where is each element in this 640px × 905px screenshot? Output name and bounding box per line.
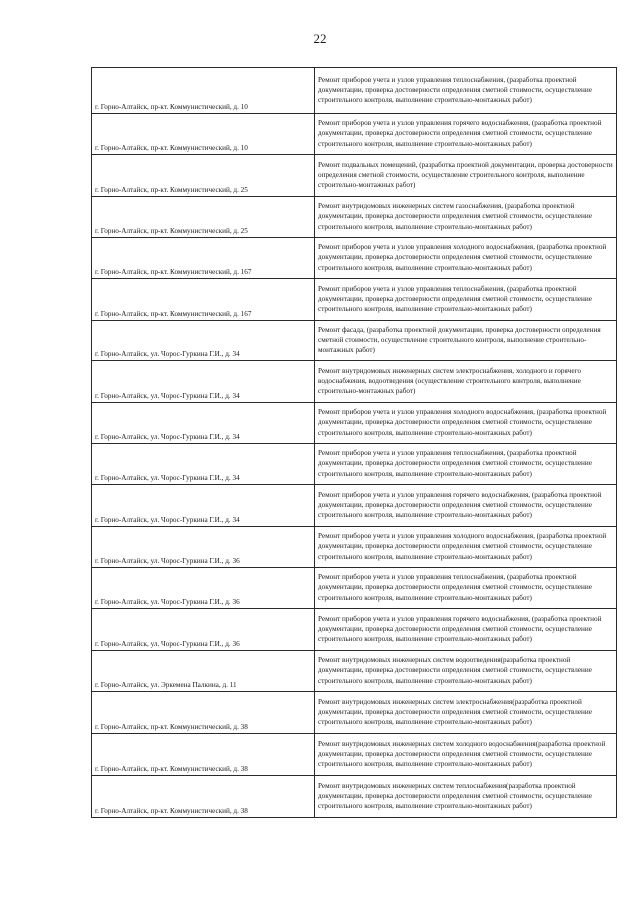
work-description-cell: Ремонт внутридомовых инженерных систем электроснабжения(разработка проектной документации, проверка достоверности определения сметной стоимости, осуществление строительного контроля, выполнение строительно-монтажных работ) <box>315 692 617 734</box>
work-description-cell: Ремонт внутридомовых инженерных систем газоснабжения, (разработка проектной документации, проверка достоверности определения сметной стоимости, осуществление строительного контроля, выполнение строительно-монтажных работ) <box>315 197 617 238</box>
table-row <box>92 444 617 485</box>
table-row <box>92 568 617 609</box>
table-row <box>92 197 617 238</box>
work-description-cell: Ремонт приборов учета и узлов управления теплоснабжения, (разработка проектной документации, проверка достоверности определения сметной стоимости, осуществление строительного контроля, выполнение строительно-монтажных работ) <box>315 68 617 114</box>
table-row <box>92 609 617 651</box>
address-cell: г. Горно-Алтайск, пр-кт. Коммунистический, д. 10 <box>92 114 315 155</box>
address-cell: г. Горно-Алтайск, пр-кт. Коммунистический, д. 10 <box>92 68 315 114</box>
table-row <box>92 68 617 114</box>
address-cell: г. Горно-Алтайск, ул. Чорос-Гуркина Г.И., д. 34 <box>92 403 315 444</box>
work-description-cell: Ремонт внутридомовых инженерных систем теплоснабжения(разработка проектной документации, проверка достоверности определения сметной стоимости, осуществление строительного контроля, выполнение строительно-монтажных работ) <box>315 776 617 818</box>
address-cell: г. Горно-Алтайск, ул. Чорос-Гуркина Г.И., д. 34 <box>92 321 315 361</box>
works-table-body <box>92 68 617 818</box>
works-table <box>91 67 617 818</box>
address-cell: г. Горно-Алтайск, ул. Чорос-Гуркина Г.И., д. 34 <box>92 361 315 403</box>
work-description-cell: Ремонт фасада, (разработка проектной документации, проверка достоверности определения сметной стоимости, осуществление строительного контроля, выполнение строительно-монтажных работ) <box>315 321 617 361</box>
address-cell: г. Горно-Алтайск, ул. Чорос-Гуркина Г.И., д. 36 <box>92 609 315 651</box>
work-description-cell: Ремонт внутридомовых инженерных систем холодного водоснабжения(разработка проектной документации, проверка достоверности определения сметной стоимости, осуществление строительного контроля, выполнение строительно-монтажных работ) <box>315 734 617 776</box>
address-cell: г. Горно-Алтайск, ул. Чорос-Гуркина Г.И., д. 36 <box>92 568 315 609</box>
table-row <box>92 527 617 568</box>
work-description-cell: Ремонт подвальных помещений, (разработка проектной документации, проверка достоверности определения сметной стоимости, осуществление строительного контроля, выполнение строительно-монтажных работ) <box>315 155 617 197</box>
table-row <box>92 734 617 776</box>
address-cell: г. Горно-Алтайск, пр-кт. Коммунистический, д. 38 <box>92 734 315 776</box>
table-row <box>92 114 617 155</box>
table-row <box>92 692 617 734</box>
work-description-cell: Ремонт приборов учета и узлов управления теплоснабжения, (разработка проектной документации, проверка достоверности определения сметной стоимости, осуществление строительного контроля, выполнение строительно-монтажных работ) <box>315 444 617 485</box>
table-row <box>92 238 617 279</box>
address-cell: г. Горно-Алтайск, пр-кт. Коммунистический, д. 38 <box>92 692 315 734</box>
table-row <box>92 155 617 197</box>
table-row <box>92 651 617 692</box>
address-cell: г. Горно-Алтайск, пр-кт. Коммунистический, д. 25 <box>92 155 315 197</box>
address-cell: г. Горно-Алтайск, ул. Чорос-Гуркина Г.И., д. 34 <box>92 485 315 527</box>
address-cell: г. Горно-Алтайск, ул. Чорос-Гуркина Г.И., д. 34 <box>92 444 315 485</box>
table-row <box>92 279 617 321</box>
work-description-cell: Ремонт приборов учета и узлов управления теплоснабжения, (разработка проектной документации, проверка достоверности определения сметной стоимости, осуществление строительного контроля, выполнение строительно-монтажных работ) <box>315 568 617 609</box>
work-description-cell: Ремонт приборов учета и узлов управления холодного водоснабжения, (разработка проектной документации, проверка достоверности определения сметной стоимости, осуществление строительного контроля, выполнение строительно-монтажных работ) <box>315 238 617 279</box>
table-row <box>92 485 617 527</box>
address-cell: г. Горно-Алтайск, ул. Эркемена Палкина, д. 11 <box>92 651 315 692</box>
work-description-cell: Ремонт приборов учета и узлов управления горячего водоснабжения, (разработка проектной документации, проверка достоверности определения сметной стоимости, осуществление строительного контроля, выполнение строительно-монтажных работ) <box>315 114 617 155</box>
address-cell: г. Горно-Алтайск, пр-кт. Коммунистический, д. 167 <box>92 238 315 279</box>
table-row <box>92 403 617 444</box>
work-description-cell: Ремонт приборов учета и узлов управления горячего водоснабжения, (разработка проектной документации, проверка достоверности определения сметной стоимости, осуществление строительного контроля, выполнение строительно-монтажных работ) <box>315 485 617 527</box>
address-cell: г. Горно-Алтайск, пр-кт. Коммунистический, д. 38 <box>92 776 315 818</box>
work-description-cell: Ремонт приборов учета и узлов управления холодного водоснабжения, (разработка проектной документации, проверка достоверности определения сметной стоимости, осуществление строительного контроля, выполнение строительно-монтажных работ) <box>315 527 617 568</box>
table-row <box>92 776 617 818</box>
address-cell: г. Горно-Алтайск, пр-кт. Коммунистический, д. 167 <box>92 279 315 321</box>
page-number: 22 <box>313 31 327 46</box>
work-description-cell: Ремонт внутридомовых инженерных систем электроснабжения, холодного и горячего водоснабжения, водоотведения (осуществление строительного контроля, выполнение строительно-монтажных работ) <box>315 361 617 403</box>
address-cell: г. Горно-Алтайск, ул. Чорос-Гуркина Г.И., д. 36 <box>92 527 315 568</box>
work-description-cell: Ремонт приборов учета и узлов управления теплоснабжения, (разработка проектной документации, проверка достоверности определения сметной стоимости, осуществление строительного контроля, выполнение строительно-монтажных работ) <box>315 279 617 321</box>
work-description-cell: Ремонт приборов учета и узлов управления горячего водоснабжения, (разработка проектной документации, проверка достоверности определения сметной стоимости, осуществление строительного контроля, выполнение строительно-монтажных работ) <box>315 609 617 651</box>
work-description-cell: Ремонт приборов учета и узлов управления холодного водоснабжения, (разработка проектной документации, проверка достоверности определения сметной стоимости, осуществление строительного контроля, выполнение строительно-монтажных работ) <box>315 403 617 444</box>
table-row <box>92 321 617 361</box>
work-description-cell: Ремонт внутридомовых инженерных систем водоотведения(разработка проектной документации, проверка достоверности определения сметной стоимости, осуществление строительного контроля, выполнение строительно-монтажных работ) <box>315 651 617 692</box>
address-cell: г. Горно-Алтайск, пр-кт. Коммунистический, д. 25 <box>92 197 315 238</box>
table-row <box>92 361 617 403</box>
